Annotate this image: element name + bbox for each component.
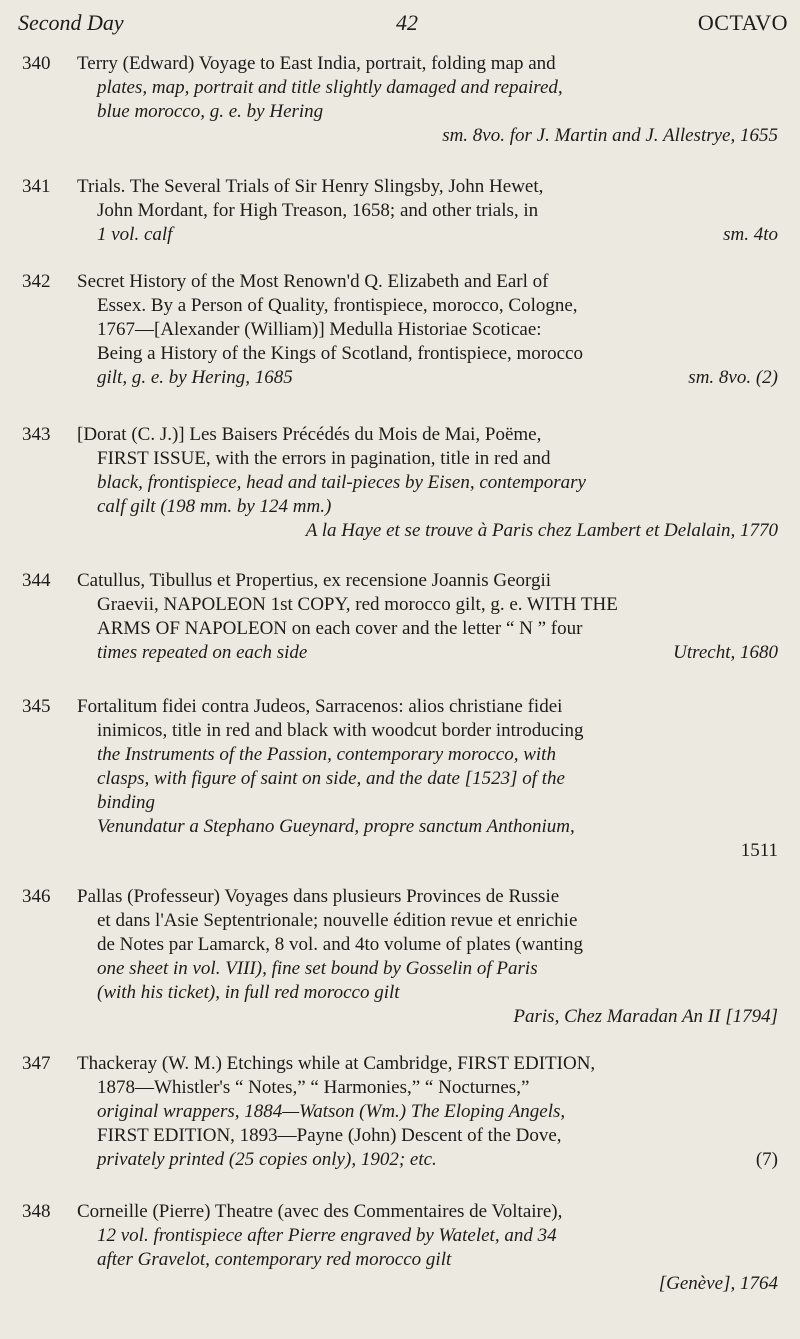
lot-line: inimicos, title in red and black with woodcut border introducing [97, 720, 584, 741]
lot-number: 346 [22, 886, 51, 907]
lot-number: 345 [22, 696, 51, 717]
lot-number: 348 [22, 1201, 51, 1222]
lot-line: Catullus, Tibullus et Propertius, ex recensione Joannis Georgii [77, 570, 552, 591]
sale-day-heading: Second Day [18, 10, 124, 35]
lot-imprint: Utrecht, 1680 [673, 642, 778, 663]
lot-line: Graevii, NAPOLEON 1st COPY, red morocco gilt, g. e. WITH THE [97, 594, 618, 615]
lot-line: FIRST EDITION, 1893—Payne (John) Descent of the Dove, [97, 1125, 562, 1146]
lot-entry [22, 569, 788, 665]
lot-line: original wrappers, 1884—Watson (Wm.) The Eloping Angels, [97, 1101, 566, 1122]
lot-entry [22, 270, 788, 390]
lot-number: 340 [22, 53, 51, 74]
lot-imprint: Venundatur a Stephano Gueynard, propre sanctum Anthonium, [97, 816, 575, 837]
lot-line: 1767—[Alexander (William)] Medulla Historiae Scoticae: [97, 319, 542, 340]
lot-line: black, frontispiece, head and tail-pieces by Eisen, contemporary [97, 472, 586, 493]
lot-quantity: (7) [755, 1149, 778, 1170]
lot-entry [22, 1052, 788, 1172]
lot-line: times repeated on each side [97, 642, 308, 663]
lot-line: [Dorat (C. J.)] Les Baisers Précédés du Mois de Mai, Poëme, [77, 424, 542, 445]
lot-line: 12 vol. frontispiece after Pierre engraved by Watelet, and 34 [97, 1225, 557, 1246]
lot-line: 1 vol. calf [97, 224, 173, 245]
lot-imprint: Paris, Chez Maradan An II [1794] [513, 1006, 778, 1027]
lot-number: 347 [22, 1053, 51, 1074]
lot-line: blue morocco, g. e. by Hering [97, 101, 324, 122]
lot-number: 341 [22, 176, 51, 197]
lot-line: plates, map, portrait and title slightly damaged and repaired, [97, 77, 563, 98]
lot-number: 342 [22, 271, 51, 292]
lot-number: 344 [22, 570, 51, 591]
lot-imprint: [Genève], 1764 [658, 1273, 778, 1294]
lot-line: FIRST ISSUE, with the errors in pagination, title in red and [97, 448, 551, 469]
lot-entry [22, 52, 788, 148]
lot-description [77, 270, 788, 390]
lot-line: binding [97, 792, 156, 813]
lot-entry [22, 423, 788, 543]
lot-line: clasps, with figure of saint on side, and the date [1523] of the [97, 768, 565, 789]
lot-entry [22, 695, 788, 863]
lot-date: 1511 [740, 840, 778, 861]
lot-description [77, 1200, 788, 1296]
lot-line: Essex. By a Person of Quality, frontispiece, morocco, Cologne, [97, 295, 578, 316]
lot-description [77, 1052, 788, 1172]
lot-line: the Instruments of the Passion, contemporary morocco, with [97, 744, 556, 765]
lot-line: Corneille (Pierre) Theatre (avec des Commentaires de Voltaire), [77, 1201, 563, 1222]
lot-line: Trials. The Several Trials of Sir Henry Slingsby, John Hewet, [77, 176, 544, 197]
lot-imprint: sm. 8vo. for J. Martin and J. Allestrye, 1655 [442, 125, 778, 146]
lot-line: et dans l'Asie Septentrionale; nouvelle édition revue et enrichie [97, 910, 578, 931]
page-number: 42 [396, 10, 418, 35]
lot-line: after Gravelot, contemporary red morocco gilt [97, 1249, 452, 1270]
lot-description [77, 423, 788, 543]
lot-imprint: A la Haye et se trouve à Paris chez Lambert et Delalain, 1770 [305, 520, 778, 541]
lot-line: John Mordant, for High Treason, 1658; and other trials, in [97, 200, 539, 221]
lot-line: 1878—Whistler's “ Notes,” “ Harmonies,” “ Nocturnes,” [97, 1077, 530, 1098]
format-heading: OCTAVO [697, 10, 788, 35]
lot-line: de Notes par Lamarck, 8 vol. and 4to volume of plates (wanting [97, 934, 583, 955]
lot-entry [22, 1200, 788, 1296]
lot-line: Thackeray (W. M.) Etchings while at Cambridge, FIRST EDITION, [77, 1053, 596, 1074]
page-header [18, 10, 788, 40]
lot-description [77, 695, 788, 863]
lot-format: sm. 8vo. (2) [688, 367, 778, 388]
lot-line: Fortalitum fidei contra Judeos, Sarracenos: alios christiane fidei [77, 696, 563, 717]
lot-description [77, 52, 788, 148]
lot-entry [22, 885, 788, 1029]
lot-line: Pallas (Professeur) Voyages dans plusieurs Provinces de Russie [77, 886, 560, 907]
lot-line: privately printed (25 copies only), 1902; etc. [97, 1149, 437, 1170]
lot-line: one sheet in vol. VIII), fine set bound by Gosselin of Paris [97, 958, 538, 979]
lot-entry [22, 175, 788, 247]
lot-number: 343 [22, 424, 51, 445]
lot-format: sm. 4to [723, 224, 778, 245]
lot-line: ARMS OF NAPOLEON on each cover and the letter “ N ” four [97, 618, 583, 639]
lot-line: gilt, g. e. by Hering, 1685 [97, 367, 293, 388]
lot-line: calf gilt (198 mm. by 124 mm.) [97, 496, 332, 517]
lot-description [77, 175, 788, 247]
lot-line: (with his ticket), in full red morocco gilt [97, 982, 400, 1003]
lot-line: Secret History of the Most Renown'd Q. Elizabeth and Earl of [77, 271, 549, 292]
lot-description [77, 885, 788, 1029]
lot-line: Terry (Edward) Voyage to East India, portrait, folding map and [77, 53, 556, 74]
lot-line: Being a History of the Kings of Scotland, frontispiece, morocco [97, 343, 583, 364]
lot-description [77, 569, 788, 665]
